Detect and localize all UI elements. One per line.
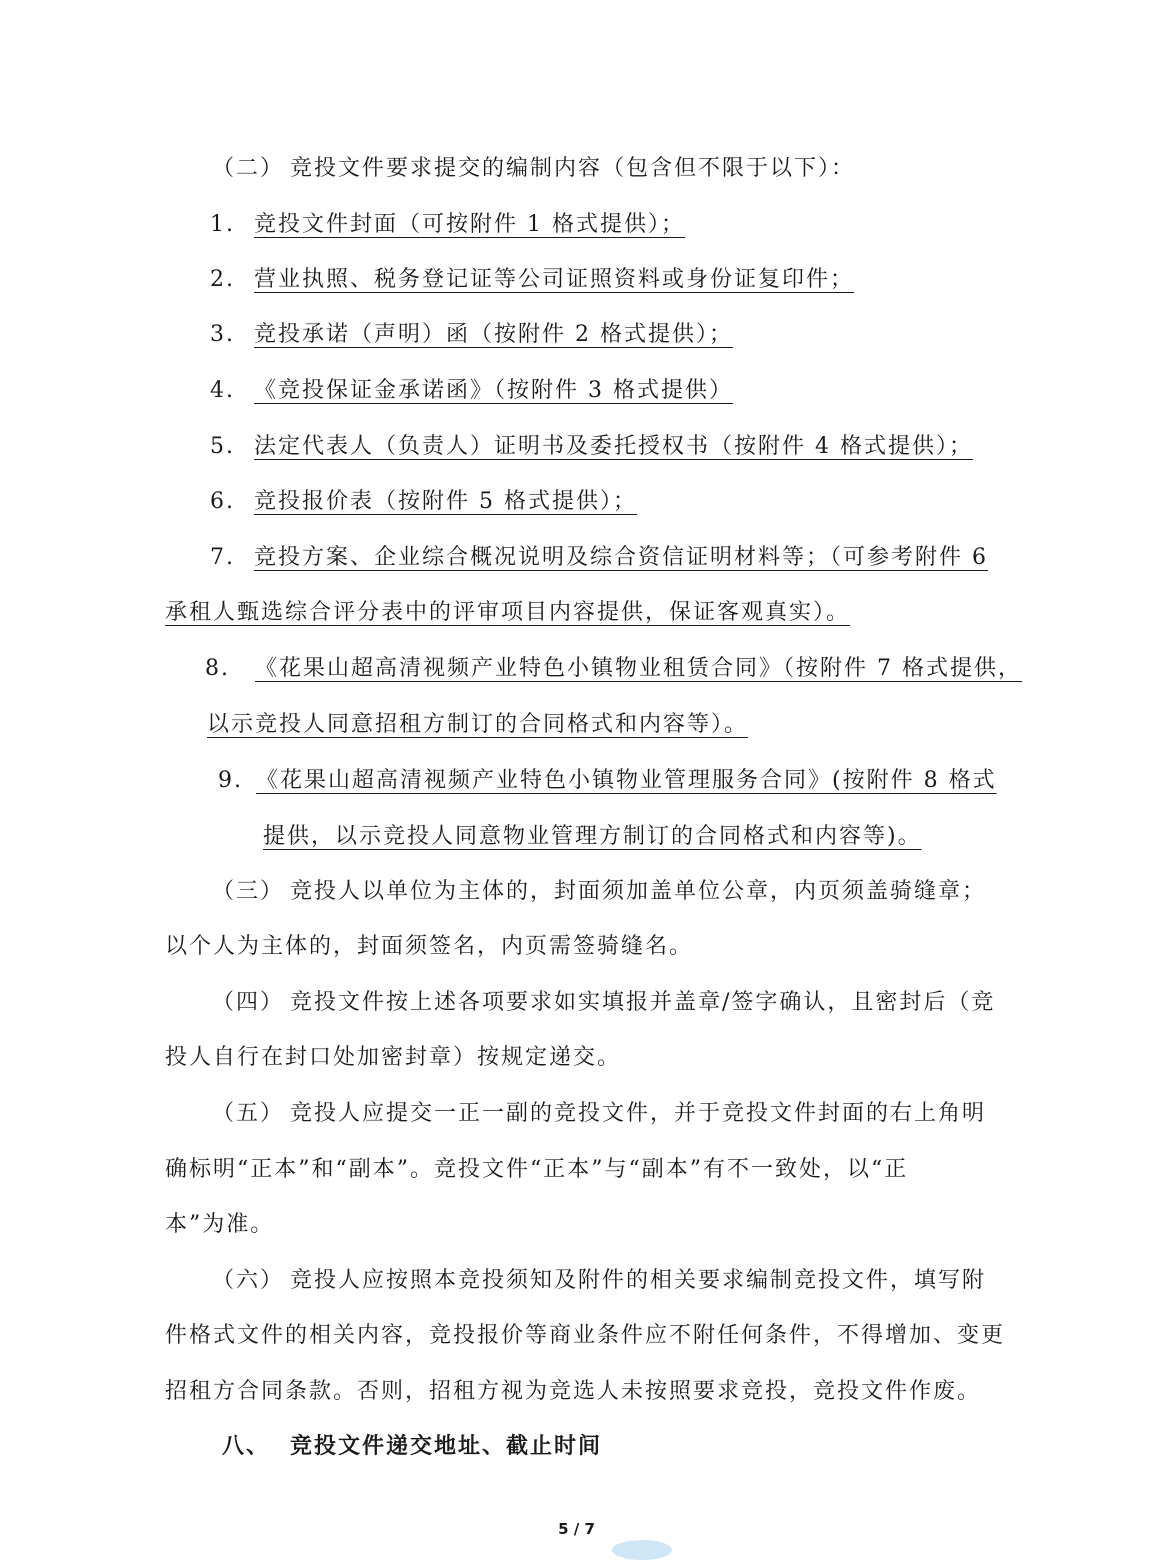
list-item <box>210 543 988 573</box>
item-text: 营业执照、税务登记证等公司证照资料或身份证复印件； <box>254 267 855 292</box>
section-2-marker: （二） <box>212 156 285 181</box>
item-number: 3. <box>210 322 235 347</box>
list-item <box>218 766 997 796</box>
list-item <box>210 210 685 240</box>
item-text: 竞投报价表（按附件 5 格式提供）； <box>254 489 637 514</box>
section-5-marker: （五） <box>212 1101 285 1126</box>
item-number: 2. <box>210 267 235 292</box>
section-3-marker: （三） <box>212 879 285 904</box>
item-number: 4. <box>210 378 235 403</box>
page-number: 5 / 7 <box>558 1520 595 1538</box>
list-item <box>210 487 637 517</box>
item-number: 9. <box>218 768 243 793</box>
section-5-line2: 确标明“正本”和“副本”。竞投文件“正本”与“副本”有不一致处，以“正 <box>165 1157 909 1182</box>
section-2-text: 竞投文件要求提交的编制内容（包含但不限于以下）： <box>290 156 856 181</box>
decorative-shape <box>612 1540 672 1560</box>
item-text: 《花果山超高清视频产业特色小镇物业管理服务合同》(按附件 8 格式 <box>256 768 997 793</box>
item-text: 《花果山超高清视频产业特色小镇物业租赁合同》（按附件 7 格式提供， <box>255 656 1022 681</box>
item-text: 竞投承诺（声明）函（按附件 2 格式提供）； <box>254 322 733 347</box>
item-number: 6. <box>210 489 235 514</box>
item-text-continuation: 提供，以示竞投人同意物业管理方制订的合同格式和内容等)。 <box>263 824 922 849</box>
section-6-line1: 竞投人应按照本竞投须知及附件的相关要求编制竞投文件，填写附 <box>290 1268 987 1293</box>
list-item <box>210 376 733 406</box>
item-number: 1. <box>210 212 235 237</box>
item-text-continuation: 以示竞投人同意招租方制订的合同格式和内容等）。 <box>207 712 749 737</box>
section-3-line1: 竞投人以单位为主体的，封面须加盖单位公章，内页须盖骑缝章； <box>290 879 987 904</box>
item-text: 竞投文件封面（可按附件 1 格式提供）； <box>254 212 685 237</box>
section-3-line2: 以个人为主体的，封面须签名，内页需签骑缝名。 <box>165 934 694 959</box>
list-item <box>210 265 854 295</box>
list-item <box>210 320 733 350</box>
item-text: 法定代表人（负责人）证明书及委托授权书（按附件 4 格式提供）； <box>254 434 973 459</box>
item-text-continuation: 承租人甄选综合评分表中的评审项目内容提供，保证客观真实）。 <box>165 600 851 625</box>
section-8-marker: 八、 <box>222 1434 271 1459</box>
section-4-line2: 投人自行在封口处加密封章）按规定递交。 <box>165 1045 622 1070</box>
list-item <box>205 654 1022 684</box>
section-6-line2: 件格式文件的相关内容，竞投报价等商业条件应不附任何条件，不得增加、变更 <box>165 1323 1006 1348</box>
section-4-marker: （四） <box>212 990 285 1015</box>
section-5-line1: 竞投人应提交一正一副的竞投文件，并于竞投文件封面的右上角明 <box>290 1101 987 1126</box>
list-item <box>210 432 973 462</box>
section-6-line3: 招租方合同条款。否则，招租方视为竞选人未按照要求竞投，竞投文件作废。 <box>165 1379 982 1404</box>
item-number: 5. <box>210 434 235 459</box>
item-text: 《竞投保证金承诺函》（按附件 3 格式提供） <box>254 378 733 403</box>
item-number: 7. <box>210 545 235 570</box>
item-text: 竞投方案、企业综合概况说明及综合资信证明材料等；（可参考附件 6 <box>254 545 988 570</box>
section-5-line3: 本”为准。 <box>165 1212 275 1237</box>
section-8-heading: 竞投文件递交地址、截止时间 <box>290 1434 603 1459</box>
item-number: 8. <box>205 656 230 681</box>
section-4-line1: 竞投文件按上述各项要求如实填报并盖章/签字确认，且密封后（竞 <box>290 990 996 1015</box>
section-6-marker: （六） <box>212 1268 285 1293</box>
